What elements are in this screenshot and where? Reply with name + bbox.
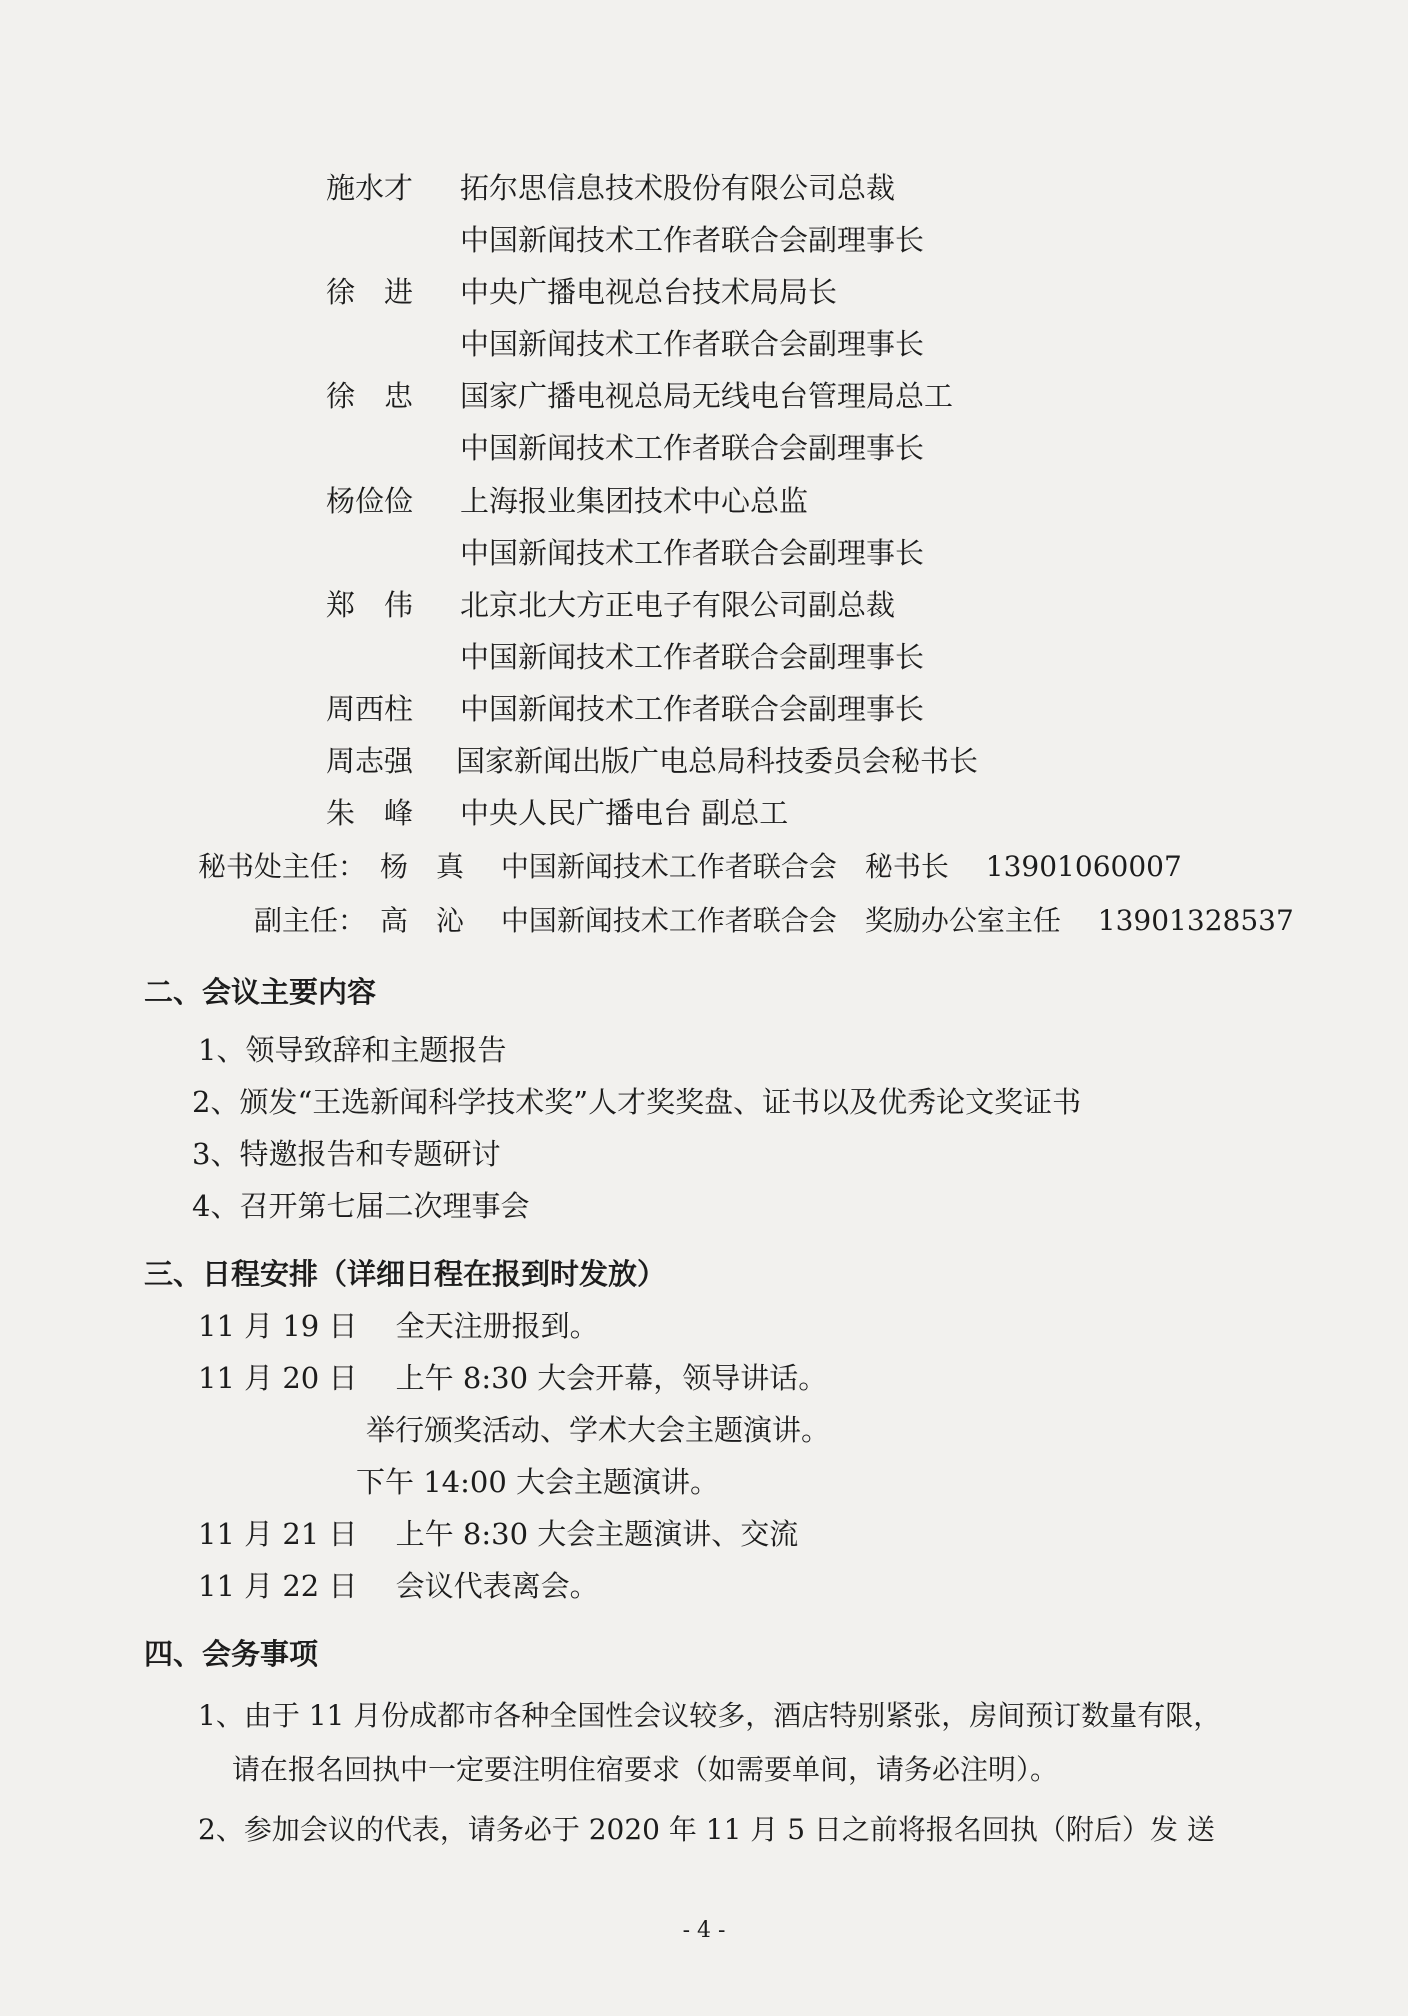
member-title: 国家广播电视总局无线电台管理局总工: [460, 379, 954, 413]
schedule-line: 11 月 22 日 会议代表离会。: [198, 1569, 599, 1603]
secretariat-director: 秘书处主任： 杨 真 中国新闻技术工作者联合会 秘书长 13901060007: [198, 850, 1182, 883]
member-title: 中国新闻技术工作者联合会副理事长: [460, 640, 925, 674]
member-title: 中国新闻技术工作者联合会副理事长: [460, 431, 925, 465]
schedule-line: 举行颁奖活动、学术大会主题演讲。: [366, 1413, 831, 1447]
list-item: 1、领导致辞和主题报告: [198, 1033, 507, 1067]
section-heading: 三、日程安排（详细日程在报到时发放）: [144, 1257, 667, 1291]
member-name: 郑 伟: [326, 588, 414, 622]
member-name: 徐 忠: [326, 379, 414, 413]
body-line: 2、参加会议的代表，请务必于 2020 年 11 月 5 日之前将报名回执（附后）发 送: [198, 1813, 1215, 1846]
list-item: 2、颁发“王选新闻科学技术奖”人才奖奖盘、证书以及优秀论文奖证书: [192, 1085, 1082, 1119]
list-item: 4、召开第七届二次理事会: [192, 1189, 530, 1223]
member-name: 施水才: [326, 171, 414, 205]
body-line: 请在报名回执中一定要注明住宿要求（如需要单间，请务必注明）。: [232, 1753, 1059, 1786]
schedule-line: 11 月 19 日 全天注册报到。: [198, 1309, 599, 1343]
section-heading: 二、会议主要内容: [144, 975, 377, 1009]
member-title: 中央人民广播电台 副总工: [460, 796, 789, 830]
member-title: 中国新闻技术工作者联合会副理事长: [460, 536, 925, 570]
member-title: 中国新闻技术工作者联合会副理事长: [460, 692, 925, 726]
member-title: 中央广播电视总台技术局局长: [460, 275, 838, 309]
member-title: 中国新闻技术工作者联合会副理事长: [460, 327, 925, 361]
schedule-line: 11 月 21 日 上午 8:30 大会主题演讲、交流: [198, 1517, 799, 1551]
schedule-line: 11 月 20 日 上午 8:30 大会开幕，领导讲话。: [198, 1361, 828, 1395]
member-name: 徐 进: [326, 275, 414, 309]
page-number: - 4 -: [682, 1918, 726, 1943]
section-heading: 四、会务事项: [144, 1637, 319, 1671]
body-line: 1、由于 11 月份成都市各种全国性会议较多，酒店特别紧张，房间预订数量有限，: [198, 1699, 1222, 1732]
member-name: 朱 峰: [326, 796, 414, 830]
member-title: 北京北大方正电子有限公司副总裁: [460, 588, 896, 622]
member-title: 中国新闻技术工作者联合会副理事长: [460, 223, 925, 257]
list-item: 3、特邀报告和专题研讨: [192, 1137, 501, 1171]
secretariat-deputy: 副主任： 高 沁 中国新闻技术工作者联合会 奖励办公室主任 13901328537: [254, 904, 1294, 937]
member-title: 国家新闻出版广电总局科技委员会秘书长: [456, 744, 979, 778]
member-name: 周志强: [326, 744, 414, 778]
member-name: 杨俭俭: [326, 484, 414, 518]
member-title: 上海报业集团技术中心总监: [460, 484, 809, 518]
schedule-line: 下午 14:00 大会主题演讲。: [356, 1465, 720, 1499]
member-name: 周西柱: [326, 692, 414, 726]
member-title: 拓尔思信息技术股份有限公司总裁: [460, 171, 896, 205]
